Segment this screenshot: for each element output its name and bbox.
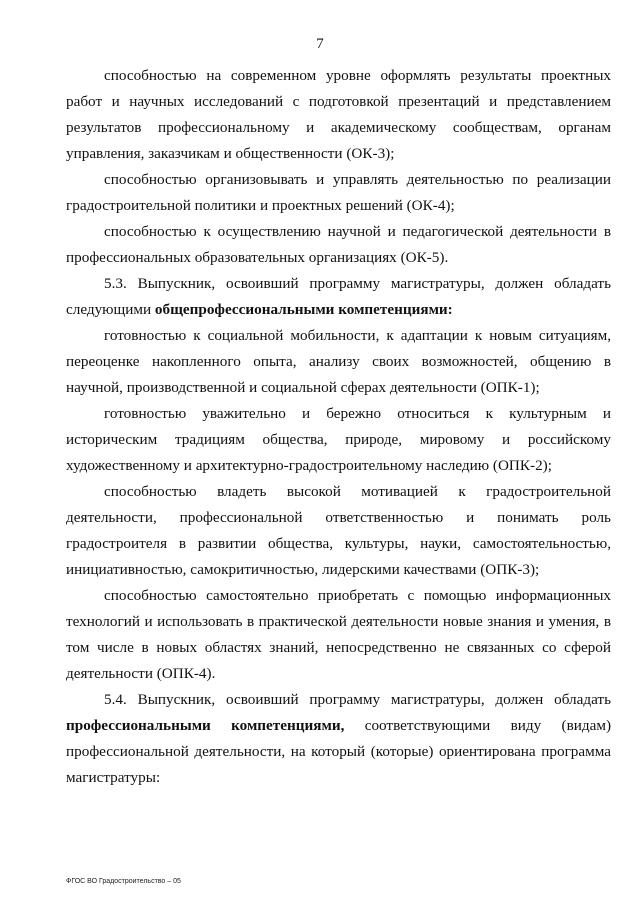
paragraph-5-4-lead: 5.4. Выпускник, освоивший программу магистратуры, должен обладать	[104, 691, 611, 708]
paragraph-5-3-lead: 5.3. Выпускник, освоивший программу магистратуры, должен обладать следующими	[66, 275, 611, 318]
paragraph-ok5: способностью к осуществлению научной и педагогической деятельности в профессиональных образовательных организациях (ОК-5).	[66, 223, 611, 266]
paragraph-5-3	[66, 271, 611, 323]
document-body	[66, 63, 611, 791]
paragraph-opk4: способностью самостоятельно приобретать с помощью информационных технологий и использовать в практической деятельности новые знания и умения, в том числе в новых областях знаний, непосредственно не связанных со сферой деятельности (ОПК-4).	[66, 587, 611, 682]
paragraph-ok4: способностью организовывать и управлять деятельностью по реализации градостроительной политики и проектных решений (ОК-4);	[66, 171, 611, 214]
paragraph-5-4-bold: профессиональными компетенциями,	[66, 717, 345, 734]
page-number: 7	[316, 36, 324, 52]
paragraph-5-4	[66, 687, 611, 791]
paragraph-5-4-tail: соответствующими виду (видам) профессиональной деятельности, на который (которые) ориентирована программа магистратуры:	[66, 717, 612, 786]
footer-note: ФГОС ВО Градостроительство – 05	[66, 878, 181, 885]
paragraph-opk1: готовностью к социальной мобильности, к адаптации к новым ситуациям, переоценке накопленного опыта, анализу своих возможностей, общению в научной, производственной и социальной сферах деятельности (ОПК-1);	[66, 327, 611, 396]
paragraph-opk3: способностью владеть высокой мотивацией к градостроительной деятельности, профессиональной ответственностью и понимать роль градостроителя в развитии общества, культуры, науки, самостоятельностью, инициативностью, самокритичностью, лидерскими качествами (ОПК-3);	[66, 483, 611, 578]
paragraph-ok3: способностью на современном уровне оформлять результаты проектных работ и научных исследований с подготовкой презентаций и представлением результатов профессиональному и академическому сообществам, органам управления, заказчикам и общественности (ОК-3);	[66, 67, 611, 162]
paragraph-opk2: готовностью уважительно и бережно относиться к культурным и историческим традициям общества, природе, мировому и российскому художественному и архитектурно-градостроительному наследию (ОПК-2);	[66, 405, 611, 474]
paragraph-5-3-bold: общепрофессиональными компетенциями:	[154, 301, 453, 318]
